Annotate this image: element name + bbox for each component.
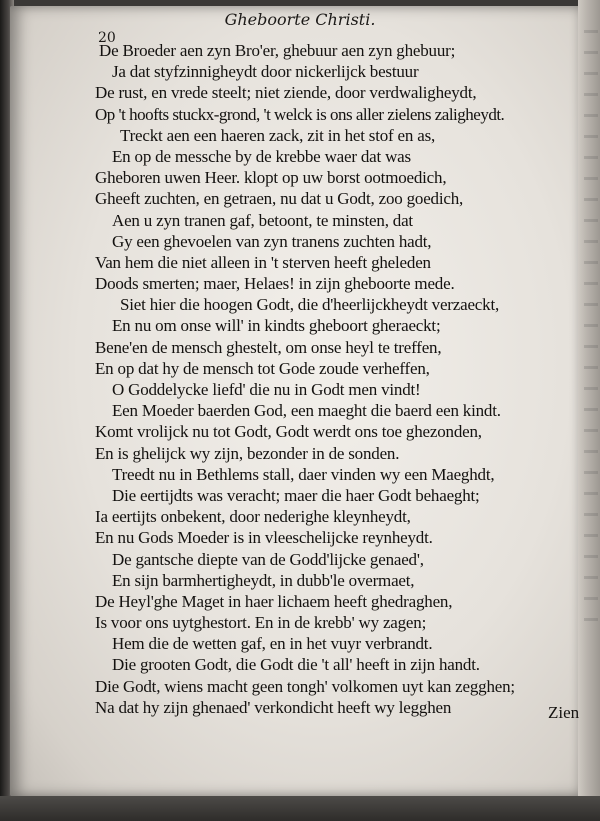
poem-line: Op 't hoofts stuckx-grond, 't welck is ons aller zielens zaligheydt. [95, 104, 505, 124]
page-number: 20 [98, 30, 116, 46]
poem-line: Van hem die niet alleen in 't sterven heeft gheleden [95, 252, 431, 272]
catchword: Zien [548, 703, 580, 722]
poem-line: Is voor ons uytghestort. En in de krebb' wy zagen; [95, 613, 427, 633]
poem-line: En op de messche by de krebbe waer dat was [112, 146, 411, 166]
book-bottom-edge [0, 796, 600, 821]
poem-line: Ja dat styfzinnigheydt door nickerlijck bestuur [112, 62, 419, 82]
facing-page-bleed-through [584, 30, 598, 630]
poem-line: Komt vrolijck nu tot Godt, Godt werdt ons toe ghezonden, [95, 422, 482, 442]
poem-line: En is ghelijck wy zijn, bezonder in de sonden. [95, 443, 400, 463]
poem-line: Die eertijdts was veracht; maer die haer Godt behaeght; [112, 485, 480, 505]
poem-line: Ia eertijts onbekent, door nederighe kleynheydt, [95, 507, 411, 527]
poem-line: De rust, en vrede steelt; niet ziende, door verdwaligheydt, [95, 83, 477, 103]
running-title: Gheboorte Christi. [224, 10, 376, 29]
poem-line: Die Godt, wiens macht geen tongh' volkomen uyt kan zegghen; [95, 676, 515, 696]
poem-line: Na dat hy zijn ghenaed' verkondicht heeft wy legghen [95, 697, 452, 717]
poem-line: Gheeft zuchten, en getraen, nu dat u Godt, zoo goedich, [95, 189, 464, 209]
poem-line: Die grooten Godt, die Godt die 't all' heeft in zijn handt. [112, 655, 480, 675]
poem-line: En sijn barmhertigheydt, in dubb'le overmaet, [112, 570, 415, 590]
poem-line: Siet hier die hoogen Godt, die d'heerlijckheydt verzaeckt, [120, 295, 500, 315]
poem-line: De Broeder aen zyn Bro'er, ghebuur aen zyn ghebuur; [99, 41, 456, 60]
poem-line: En nu om onse will' in kindts gheboort gheraeckt; [112, 316, 441, 336]
poem-line: Een Moeder baerden God, een maeght die baerd een kindt. [112, 401, 501, 421]
poem-line: Treedt nu in Bethlems stall, daer vinden wy een Maeghdt, [112, 464, 495, 484]
poem-line: Aen u zyn tranen gaf, betoont, te minsten, dat [112, 210, 413, 230]
poem-line: Gy een ghevoelen van zyn tranens zuchten hadt, [112, 231, 432, 251]
poem-text [95, 40, 585, 718]
poem-line: En nu Gods Moeder is in vleeschelijcke reynheydt. [95, 528, 433, 548]
poem-line: Treckt aen een haeren zack, zit in het stof en as, [120, 125, 436, 145]
poem-line: Hem die de wetten gaf, en in het vuyr verbrandt. [112, 634, 433, 654]
poem-line: De gantsche diepte van de Godd'lijcke genaed', [112, 549, 424, 569]
poem-line: De Heyl'ghe Maget in haer lichaem heeft ghedraghen, [95, 591, 453, 611]
poem-line: O Goddelycke liefd' die nu in Godt men vindt! [112, 380, 421, 399]
poem-line: Doods smerten; maer, Helaes! in zijn gheboorte mede. [95, 274, 455, 294]
poem-line: Bene'en de mensch ghestelt, om onse heyl te treffen, [95, 337, 442, 357]
poem-line: Gheboren uwen Heer. klopt op uw borst ootmoedich, [95, 168, 447, 188]
poem-line: En op dat hy de mensch tot Gode zoude verheffen, [95, 358, 430, 378]
